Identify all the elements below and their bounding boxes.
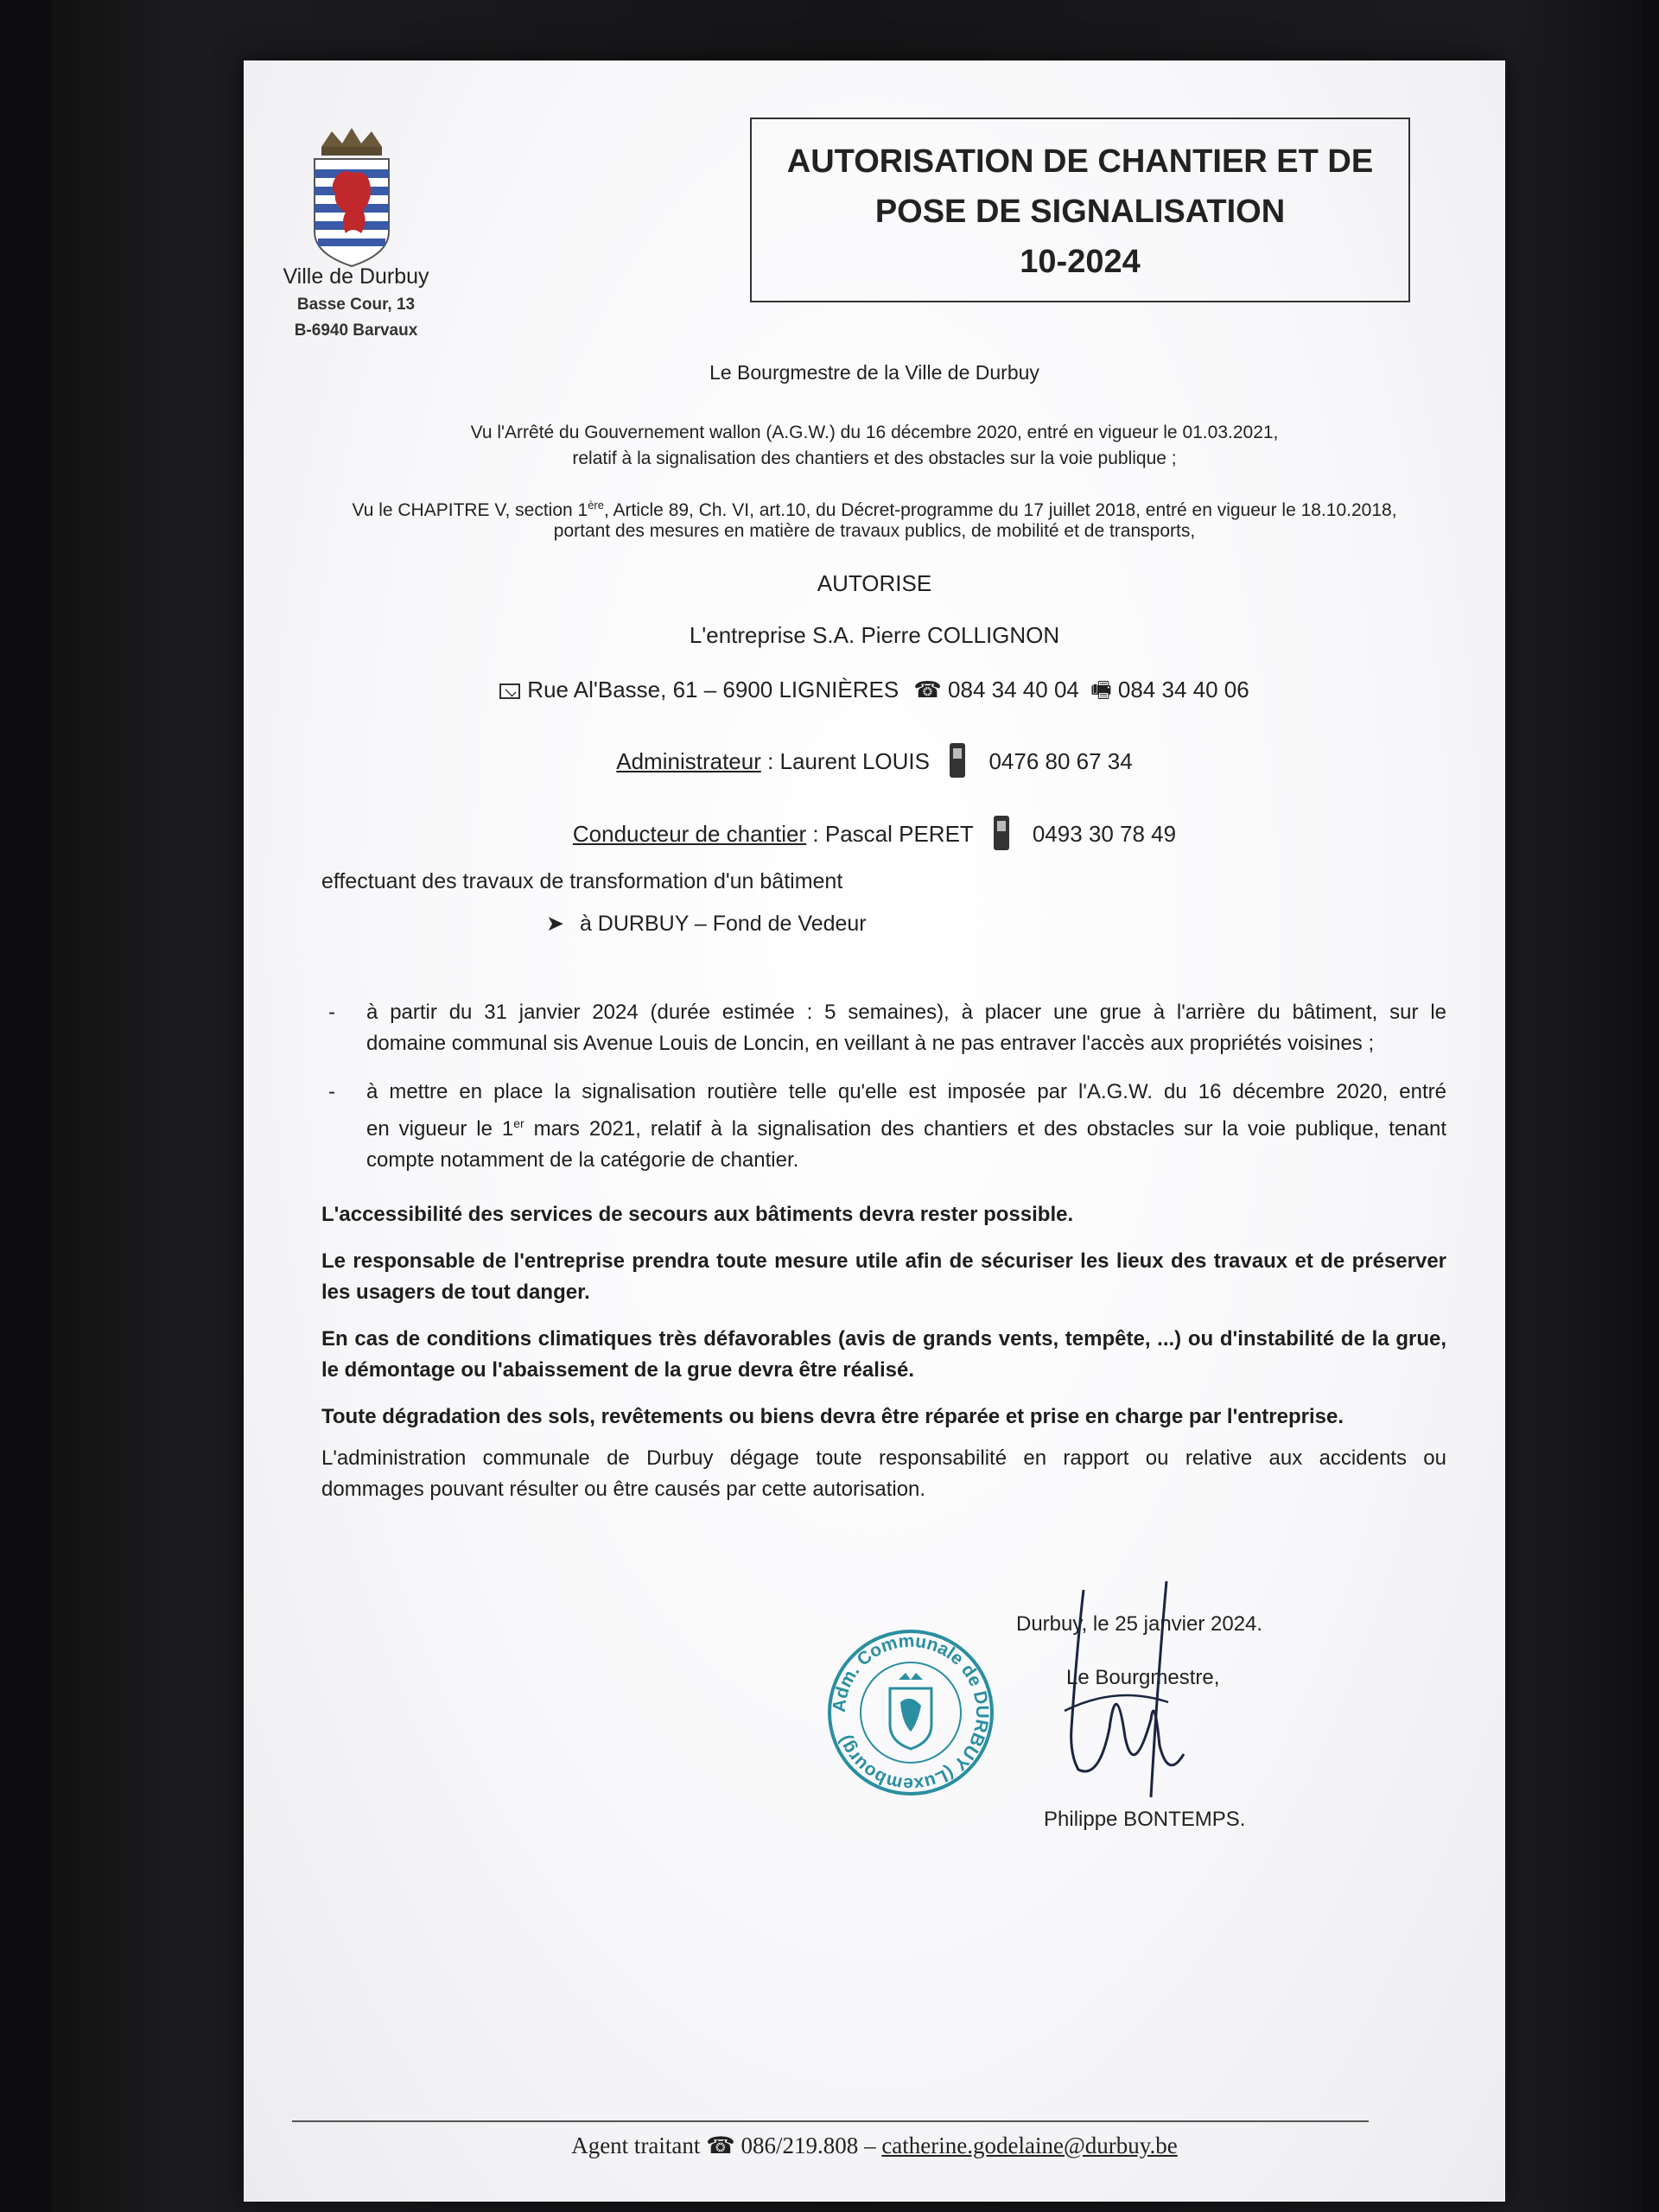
signature-date: Durbuy, le 25 janvier 2024. — [1016, 1612, 1263, 1636]
city-street: Basse Cour, 13 — [296, 296, 416, 314]
stamp-text: Adm. Communale de DURBUY (Luxembourg) — [829, 1630, 993, 1795]
autorise-heading: AUTORISE — [817, 570, 932, 596]
handwritten-signature — [1039, 1581, 1211, 1840]
title-line-2: POSE DE SIGNALISATION — [874, 194, 1286, 230]
official-stamp — [826, 1628, 995, 1797]
company-contact-line: Rue Al'Basse, 61 – 6900 LIGNIÈRES ☎ 084 34 40 04 🖷 084 34 40 06 — [244, 674, 1505, 712]
vu1-line-1: Vu l'Arrêté du Gouvernement wallon (A.G.W.) du 16 décembre 2020, entré en vigueur le 01.03.2021, — [470, 423, 1279, 442]
footer-contact: Agent traitant ☎ 086/219.808 – catherine.godelaine@durbuy.be — [571, 2133, 1178, 2158]
notice-document — [244, 60, 1505, 2202]
administrator-line: Administrateur : Laurent LOUIS 0476 80 67 34 — [244, 743, 1505, 778]
authority-line: Le Bourgmestre de la Ville de Durbuy — [709, 361, 1039, 384]
signature-role: Le Bourgmestre, — [1066, 1666, 1220, 1689]
condition-item-1: - à partir du 31 janvier 2024 (durée estimée : 5 semaines), à placer une grue à l'arrière du bâtiment, sur le domaine communal sis Avenue Louis de Loncin, en veillant à ne pas entraver l'accès aux propriétés voisines ; — [328, 1001, 1446, 1055]
arrow-bullet-icon: ➤ — [546, 912, 564, 936]
vu2-line-2: portant des mesures en matière de travaux publics, de mobilité et de transports, — [553, 521, 1196, 541]
fax-icon: 🖷 — [1090, 677, 1112, 702]
phone-icon: ☎ — [913, 677, 942, 702]
site-manager-line: Conducteur de chantier : Pascal PERET 0493 30 78 49 — [244, 816, 1505, 850]
clause-accessibility: L'accessibilité des services de secours aux bâtiments devra rester possible. — [321, 1203, 1074, 1226]
agent-email-link[interactable]: catherine.godelaine@durbuy.be — [881, 2133, 1178, 2158]
signature-name: Philippe BONTEMPS. — [1044, 1808, 1246, 1831]
works-location: ➤ à DURBUY – Fond de Vedeur — [546, 912, 867, 936]
condition-item-2: - à mettre en place la signalisation routière telle qu'elle est imposée par l'A.G.W. du 16 décembre 2020, entré en vigueur le 1er mars 2021, relatif à la signalisation des chantiers et des obstacles sur la voie publique, tenant compte notamment de la catégorie de chantier. — [328, 1080, 1446, 1172]
phone-icon: ☎ — [706, 2133, 735, 2158]
vu1-line-2: relatif à la signalisation des chantiers et des obstacles sur la voie publique ; — [572, 448, 1177, 468]
clause-safety: Le responsable de l'entreprise prendra toute mesure utile afin de sécuriser les lieux des travaux et de préserver les usagers de tout danger. — [321, 1249, 1446, 1304]
city-name: Ville de Durbuy — [283, 264, 429, 289]
footer-divider — [292, 2120, 1369, 2122]
city-zip: B-6940 Barvaux — [294, 321, 418, 340]
title-line-1: AUTORISATION DE CHANTIER ET DE — [786, 143, 1374, 180]
company-name: L'entreprise S.A. Pierre COLLIGNON — [689, 622, 1060, 648]
mobile-phone-icon — [994, 816, 1009, 850]
works-description: effectuant des travaux de transformation d'un bâtiment — [321, 869, 843, 893]
title-number: 10-2024 — [1020, 244, 1141, 280]
mobile-phone-icon — [950, 743, 965, 778]
clause-liability: L'administration communale de Durbuy dégage toute responsabilité en rapport ou relative aux accidents ou dommages pouvant résulter ou être causés par cette autorisation. — [321, 1446, 1446, 1501]
title-box — [750, 118, 1410, 302]
clause-weather: En cas de conditions climatiques très défavorables (avis de grands vents, tempête, ...) ou d'instabilité de la grue, le démontage ou l'abaissement de la grue devra être réalisé. — [321, 1327, 1446, 1382]
clause-damage: Toute dégradation des sols, revêtements ou biens devra être réparée et prise en charge par l'entreprise. — [321, 1405, 1344, 1428]
vu2-line-1: Vu le CHAPITRE V, section 1ère, Article 89, Ch. VI, art.10, du Décret-programme du 17 juillet 2018, entré en vigueur le 18.10.2018, — [352, 499, 1397, 520]
envelope-icon — [499, 683, 520, 699]
